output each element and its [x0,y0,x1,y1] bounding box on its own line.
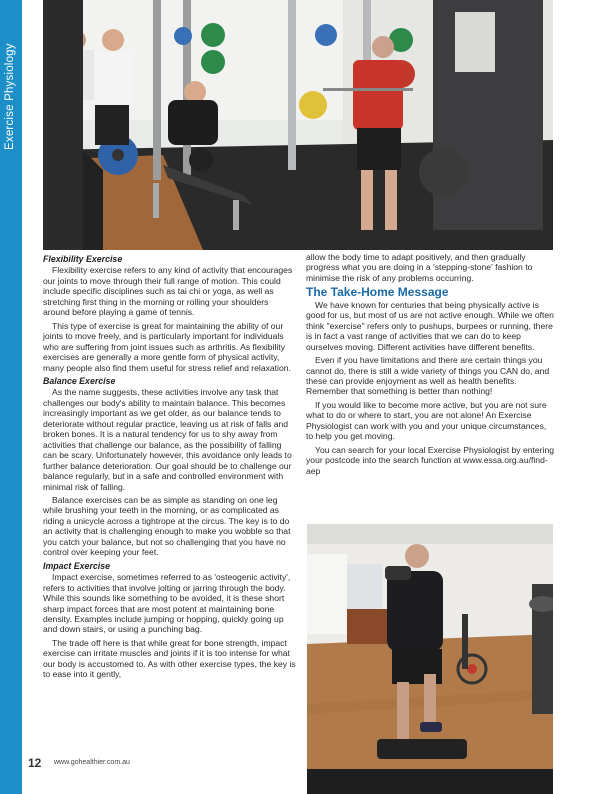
footer-website-link[interactable]: www.gohealthier.com.au [54,759,130,766]
dumbbell-step-up-photo [307,524,553,794]
right-text-column [306,252,554,479]
continued-paragraph: allow the body time to adapt positively, and then gradually progress what you are doing in a 'stepping-stone' fashion to minimise the risk of any problems occurring. [306,252,533,283]
take-home-paragraph-1: We have known for centuries that being physically active is good for us, but most of us are not active enough. While we often think "exercise" refers only to pushups, burpees or running, there is in fact a vast range of activities that we can do to keep ourselves moving. Different activities have different benefits. [306,299,554,352]
flexibility-paragraph-1: Flexibility exercise refers to any kind of activity that encourages our joints to move through their full range of motion. This could include specific disciplines such as tai chi or yoga, as well as stretching first thing in the morning or rolling your shoulders around before playing a game of tennis. [43,265,293,318]
balance-paragraph-1: As the name suggests, these activities involve any task that challenges our body's ability to maintain balance. This becomes increasingly important as we get older, as our balance tends to deteriorate without regular practice, leaving us at risk of falls and broken bones. It is a natural tendency for us to shy away from activities that challenge our balance, as the possibility of falling can be scary. Unfortunately however, this avoidance only leads to further balance deterioration. Our goal should be to challenge our balance regularly, but in a safe and controlled environment with minimal risk of falling. [43,387,292,492]
section-tab [0,0,22,794]
take-home-paragraph-3: If you would like to become more active, but you are not sure what to do or where to start, you are not alone! An Exercise Physiologist can work with you and your unique circumstances, to help you get moving. [306,399,547,442]
take-home-paragraph-4: You can search for your local Exercise Physiologist by entering your postcode into the search function at www.essa.org.au/find-aep [306,444,555,476]
flexibility-heading: Flexibility Exercise [43,254,123,264]
balance-heading: Balance Exercise [43,375,116,386]
gym-training-photo [43,0,553,250]
impact-paragraph-1: Impact exercise, sometimes referred to as 'osteogenic activity', refers to activities that involve jolting or jarring through the body. While this sounds like something to be avoided, it is these short sharp impact forces that are most potent at maintaining bone density. Examples include jumping or hopping, quickly going up and down stairs, or using a punching bag. [43,572,291,635]
section-tab-label: Exercise Physiology [4,43,16,150]
flexibility-paragraph-2: This type of exercise is great for maintaining the ability of our joints to move freely, and is particularly important for individuals who are suffering from joint issues such as arthritis. As flexibility exercises are generally a more gentle form of physical activity, many people also find them useful for stress relief and relaxation. [43,320,291,373]
page-footer [0,756,300,776]
page-number: 12 [28,756,42,770]
take-home-heading: The Take-Home Message [306,285,449,300]
left-text-column [43,252,296,683]
balance-paragraph-2: Balance exercises can be as simple as standing on one leg while brushing your teeth in the morning, or as complicated as riding a unicycle across a tightrope at the circus. The key is to do an activity that is challenging enough to make you wobble so that you catch your balance, but not so challenging that you have no control over keeping your feet. [43,494,291,558]
take-home-paragraph-2: Even if you have limitations and there are certain things you cannot do, there is still a wide variety of things you CAN do, and these can provide enjoyment as well as health benefits. Remember that something is better than nothing! [306,355,550,397]
impact-heading: Impact Exercise [43,560,110,571]
impact-paragraph-2: The trade off here is that while great for bone strength, impact exercise can irritate muscles and joints if it is too intense for what our body is accustomed to. As with other exercise types, the key is to ease into it gently, [43,637,296,680]
